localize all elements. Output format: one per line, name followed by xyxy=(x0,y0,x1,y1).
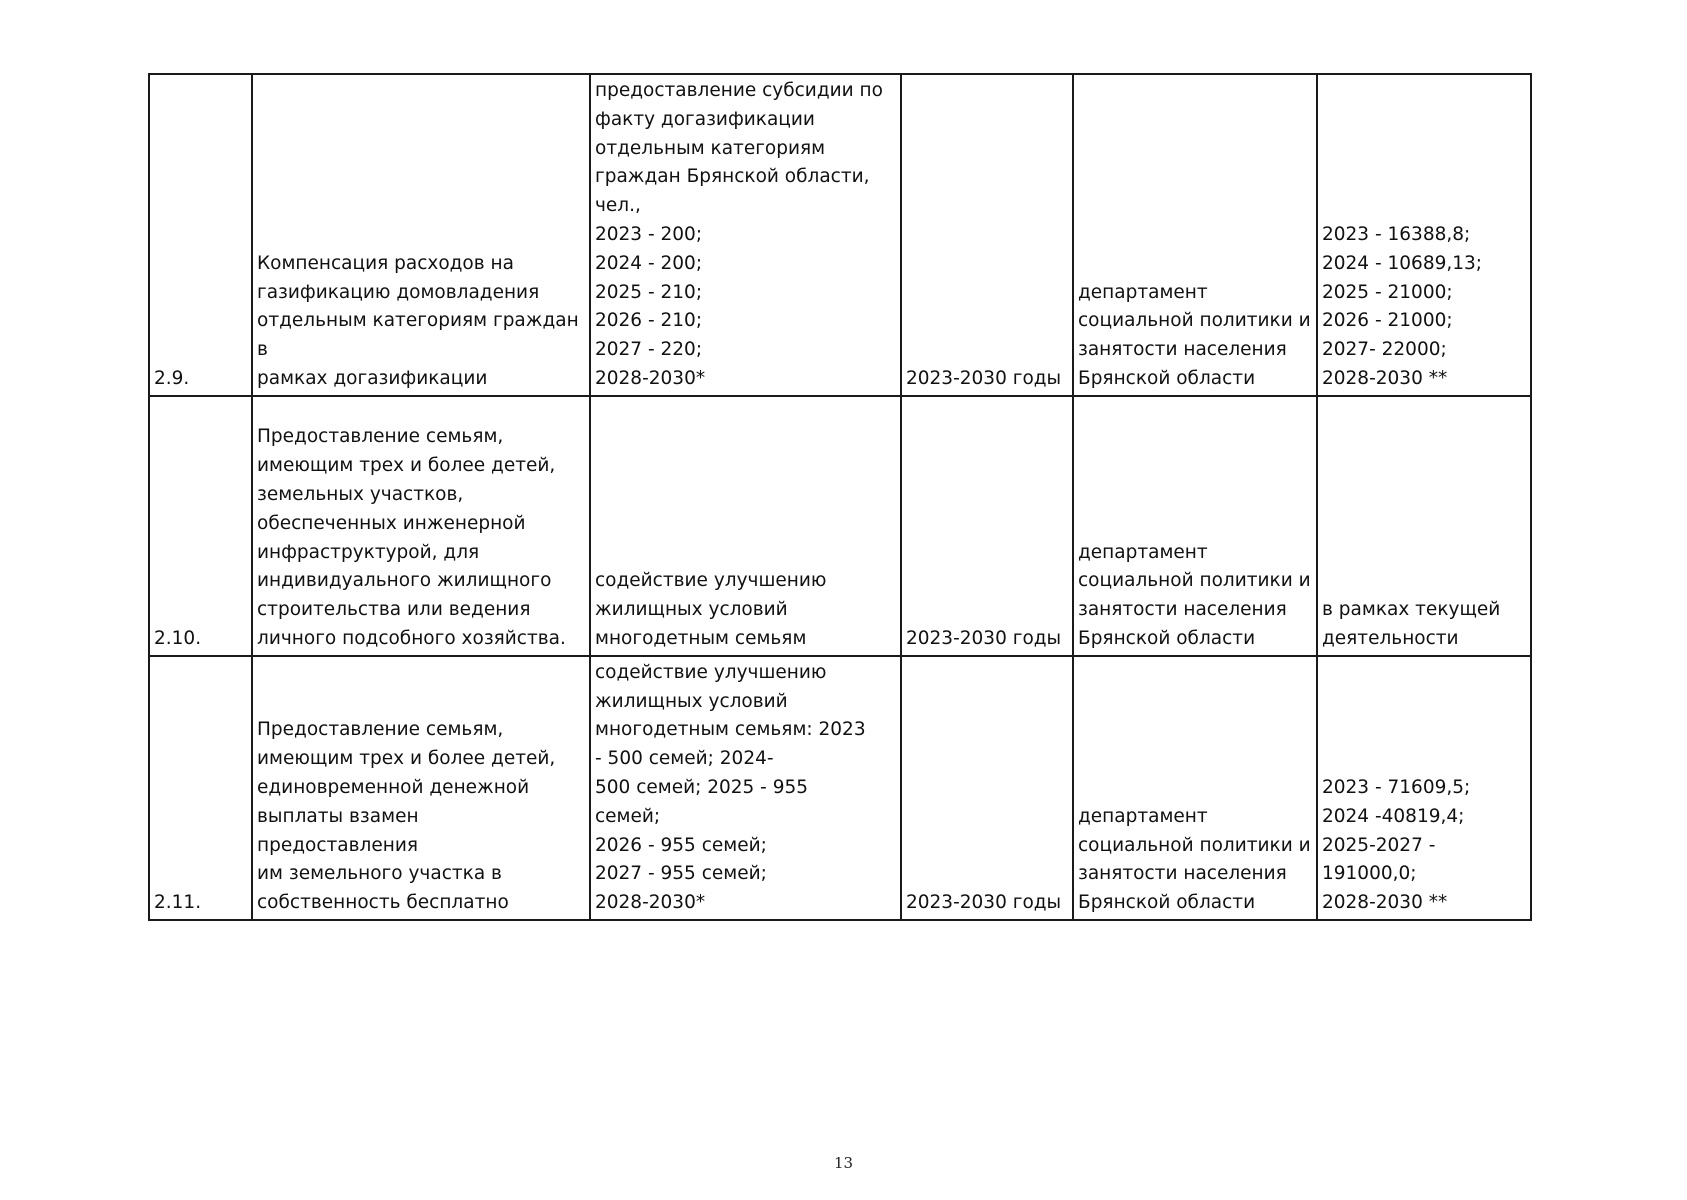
measure-cell: Предоставление семьям, имеющим трех и более детей, единовременной денежной выплаты взамен предоставления им земельного участка в собственность бесплатно xyxy=(252,656,590,920)
measure-cell: Компенсация расходов на газификацию домовладения отдельным категориям граждан в рамках догазификации xyxy=(252,74,590,396)
executor-cell: департамент социальной политики и занятости населения Брянской области xyxy=(1073,396,1317,656)
page-number: 13 xyxy=(833,1154,854,1172)
period-cell: 2023-2030 годы xyxy=(901,656,1073,920)
table-row xyxy=(149,74,1531,396)
indicator-cell: содействие улучшению жилищных условий многодетным семьям: 2023 - 500 семей; 2024- 500 семей; 2025 - 955 семей; 2026 - 955 семей; 2027 - 955 семей; 2028-2030* xyxy=(590,656,901,920)
row-number-cell: 2.9. xyxy=(149,74,252,396)
indicator-cell: предоставление субсидии по факту догазификации отдельным категориям граждан Брянской области, чел., 2023 - 200; 2024 - 200; 2025 - 210; 2026 - 210; 2027 - 220; 2028-2030* xyxy=(590,74,901,396)
table-row xyxy=(149,396,1531,656)
row-number-cell: 2.11. xyxy=(149,656,252,920)
measure-cell: Предоставление семьям, имеющим трех и более детей, земельных участков, обеспеченных инженерной инфраструктурой, для индивидуального жилищного строительства или ведения личного подсобного хозяйства. xyxy=(252,396,590,656)
executor-cell: департамент социальной политики и занятости населения Брянской области xyxy=(1073,656,1317,920)
executor-cell: департамент социальной политики и занятости населения Брянской области xyxy=(1073,74,1317,396)
table-row xyxy=(149,656,1531,920)
funding-cell: 2023 - 16388,8; 2024 - 10689,13; 2025 - 21000; 2026 - 21000; 2027- 22000; 2028-2030 ** xyxy=(1317,74,1531,396)
measures-table xyxy=(148,73,1532,921)
funding-cell: 2023 - 71609,5; 2024 -40819,4; 2025-2027 - 191000,0; 2028-2030 ** xyxy=(1317,656,1531,920)
period-cell: 2023-2030 годы xyxy=(901,74,1073,396)
funding-cell: в рамках текущей деятельности xyxy=(1317,396,1531,656)
indicator-cell: содействие улучшению жилищных условий многодетным семьям xyxy=(590,396,901,656)
row-number-cell: 2.10. xyxy=(149,396,252,656)
period-cell: 2023-2030 годы xyxy=(901,396,1073,656)
